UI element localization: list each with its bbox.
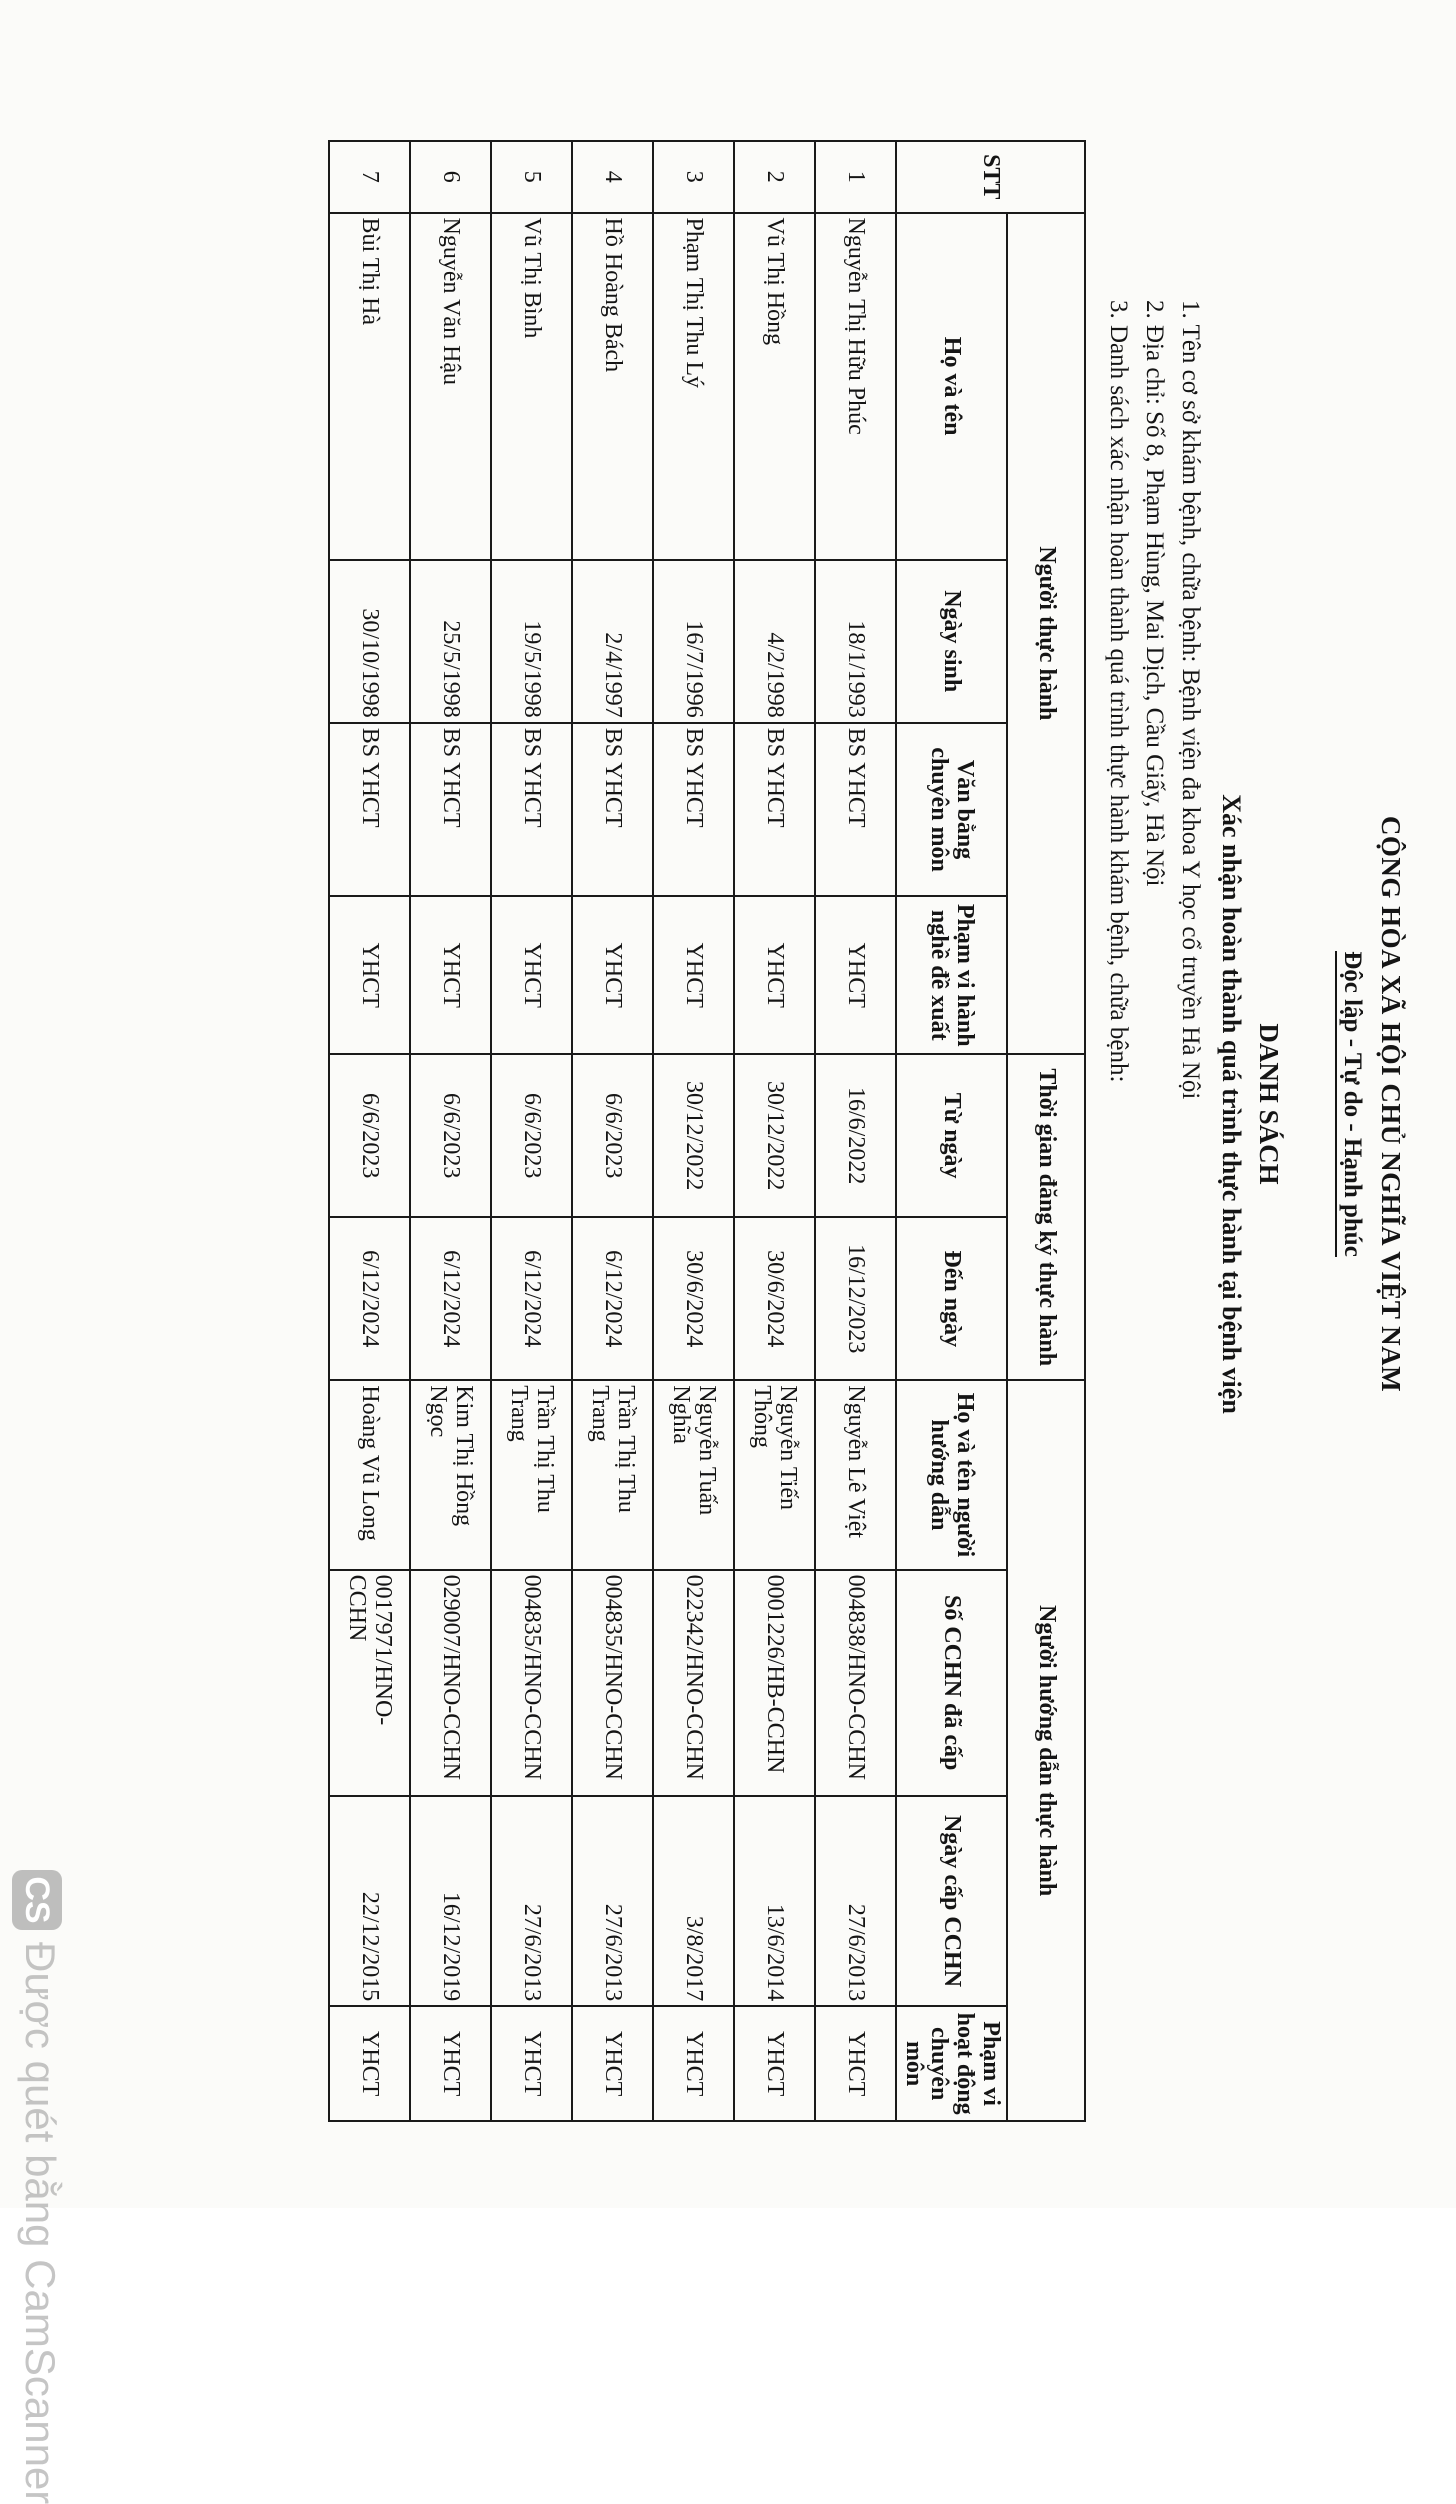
cell-cert-no: 004838/HNO-CCHN bbox=[815, 1570, 896, 1796]
cell-dob: 16/7/1996 bbox=[653, 560, 734, 723]
cell-name: Vũ Thị Hồng bbox=[734, 213, 815, 560]
cell-cert-no: 004835/HNO-CCHN bbox=[491, 1570, 572, 1796]
header-name: Họ và tên bbox=[896, 213, 1007, 560]
header-cert-date: Ngày cấp CCHN bbox=[896, 1796, 1007, 2006]
header-scope: Phạm vi hành nghề đề xuất bbox=[896, 896, 1007, 1054]
cell-name: Bùi Thị Hà bbox=[329, 213, 410, 560]
cell-sup-name: Kim Thị Hồng Ngọc bbox=[410, 1380, 491, 1569]
cell-sup-scope: YHCT bbox=[410, 2006, 491, 2121]
cell-scope: YHCT bbox=[815, 896, 896, 1054]
cell-sup-name: Trần Thị Thu Trang bbox=[491, 1380, 572, 1569]
cell-cert-no: 022342/HNO-CCHN bbox=[653, 1570, 734, 1796]
cell-to: 16/12/2023 bbox=[815, 1217, 896, 1380]
cell-degree: BS YHCT bbox=[653, 723, 734, 897]
cell-cert-no: 0017971/HNO-CCHN bbox=[329, 1570, 410, 1796]
cell-from: 6/6/2023 bbox=[410, 1054, 491, 1217]
cell-scope: YHCT bbox=[491, 896, 572, 1054]
cell-stt: 4 bbox=[572, 141, 653, 213]
info-address: 2. Địa chỉ: Số 8, Phạm Hùng, Mai Dịch, Cầu Giấy, Hà Nội bbox=[1141, 300, 1168, 887]
table-row bbox=[572, 141, 653, 2121]
cell-sup-name: Nguyễn Tuấn Nghĩa bbox=[653, 1380, 734, 1569]
cell-to: 30/6/2024 bbox=[734, 1217, 815, 1380]
header-dob: Ngày sinh bbox=[896, 560, 1007, 723]
cell-dob: 4/2/1998 bbox=[734, 560, 815, 723]
document-title: DANH SÁCH bbox=[1254, 1023, 1284, 1185]
camscanner-watermark bbox=[12, 1870, 64, 2504]
cell-from: 6/6/2023 bbox=[329, 1054, 410, 1217]
cell-sup-scope: YHCT bbox=[653, 2006, 734, 2121]
cell-from: 16/6/2022 bbox=[815, 1054, 896, 1217]
document-subtitle: Xác nhận hoàn thành quá trình thực hành tại bệnh viện bbox=[1217, 794, 1246, 1414]
cell-degree: BS YHCT bbox=[491, 723, 572, 897]
header-sup-name: Họ và tên người hướng dẫn bbox=[896, 1380, 1007, 1569]
cell-to: 6/12/2024 bbox=[410, 1217, 491, 1380]
cell-dob: 30/10/1998 bbox=[329, 560, 410, 723]
header-to: Đến ngày bbox=[896, 1217, 1007, 1380]
cell-cert-date: 27/6/2013 bbox=[815, 1796, 896, 2006]
cell-stt: 2 bbox=[734, 141, 815, 213]
cell-degree: BS YHCT bbox=[329, 723, 410, 897]
watermark-text: Được quét bằng CamScanner bbox=[17, 1942, 64, 2504]
cell-from: 30/12/2022 bbox=[653, 1054, 734, 1217]
header-stt: STT bbox=[896, 141, 1085, 213]
cell-sup-scope: YHCT bbox=[734, 2006, 815, 2121]
cell-from: 6/6/2023 bbox=[491, 1054, 572, 1217]
cell-degree: BS YHCT bbox=[734, 723, 815, 897]
cell-stt: 5 bbox=[491, 141, 572, 213]
cell-sup-name: Trần Thị Thu Trang bbox=[572, 1380, 653, 1569]
cell-sup-name: Nguyễn Lê Việt bbox=[815, 1380, 896, 1569]
header-cert-no: Số CCHN đã cấp bbox=[896, 1570, 1007, 1796]
cell-to: 6/12/2024 bbox=[491, 1217, 572, 1380]
cell-stt: 7 bbox=[329, 141, 410, 213]
cell-dob: 18/1/1993 bbox=[815, 560, 896, 723]
info-list-caption: 3. Danh sách xác nhận hoàn thành quá trình thực hành khám bệnh, chữa bệnh: bbox=[1105, 300, 1132, 1083]
header-supervisor: Người hướng dẫn thực hành bbox=[1007, 1380, 1085, 2121]
cell-scope: YHCT bbox=[410, 896, 491, 1054]
cell-degree: BS YHCT bbox=[815, 723, 896, 897]
cell-sup-scope: YHCT bbox=[491, 2006, 572, 2121]
cell-dob: 19/5/1998 bbox=[491, 560, 572, 723]
cell-dob: 25/5/1998 bbox=[410, 560, 491, 723]
cell-cert-date: 3/8/2017 bbox=[653, 1796, 734, 2006]
cell-stt: 1 bbox=[815, 141, 896, 213]
practitioner-table bbox=[328, 140, 1086, 2122]
cell-cert-no: 004835/HNO-CCHN bbox=[572, 1570, 653, 1796]
table-row bbox=[329, 141, 410, 2121]
motto bbox=[1338, 0, 1366, 2208]
country-heading: CỘNG HÒA XÃ HỘI CHỦ NGHĨA VIỆT NAM bbox=[1376, 815, 1406, 1393]
cell-sup-name: Nguyễn Tiến Thông bbox=[734, 1380, 815, 1569]
cell-cert-date: 27/6/2013 bbox=[491, 1796, 572, 2006]
cell-scope: YHCT bbox=[734, 896, 815, 1054]
cell-from: 30/12/2022 bbox=[734, 1054, 815, 1217]
cell-to: 30/6/2024 bbox=[653, 1217, 734, 1380]
cell-from: 6/6/2023 bbox=[572, 1054, 653, 1217]
table-row bbox=[815, 141, 896, 2121]
cell-cert-date: 16/12/2019 bbox=[410, 1796, 491, 2006]
table-row bbox=[410, 141, 491, 2121]
cell-cert-date: 27/6/2013 bbox=[572, 1796, 653, 2006]
cell-name: Nguyễn Văn Hậu bbox=[410, 213, 491, 560]
table-row bbox=[491, 141, 572, 2121]
cell-cert-date: 22/12/2015 bbox=[329, 1796, 410, 2006]
cell-stt: 3 bbox=[653, 141, 734, 213]
cell-sup-scope: YHCT bbox=[572, 2006, 653, 2121]
table-row bbox=[653, 141, 734, 2121]
camscanner-logo-icon: CS bbox=[12, 1870, 62, 1930]
cell-name: Phạm Thị Thu Lý bbox=[653, 213, 734, 560]
cell-cert-no: 0001226/HB-CCHN bbox=[734, 1570, 815, 1796]
info-facility: 1. Tên cơ sở khám bệnh, chữa bệnh: Bệnh viện đa khoa Y học cổ truyền Hà Nội bbox=[1177, 300, 1204, 1100]
cell-to: 6/12/2024 bbox=[572, 1217, 653, 1380]
cell-name: Hồ Hoàng Bách bbox=[572, 213, 653, 560]
cell-stt: 6 bbox=[410, 141, 491, 213]
cell-scope: YHCT bbox=[572, 896, 653, 1054]
cell-sup-name: Hoàng Vũ Long bbox=[329, 1380, 410, 1569]
table-row bbox=[734, 141, 815, 2121]
cell-cert-no: 029007/HNO-CCHN bbox=[410, 1570, 491, 1796]
cell-degree: BS YHCT bbox=[410, 723, 491, 897]
cell-sup-scope: YHCT bbox=[329, 2006, 410, 2121]
cell-name: Vũ Thị Bình bbox=[491, 213, 572, 560]
cell-degree: BS YHCT bbox=[572, 723, 653, 897]
header-period: Thời gian đăng ký thực hành bbox=[1007, 1054, 1085, 1380]
header-practitioner: Người thực hành bbox=[1007, 213, 1085, 1055]
motto-text: Độc lập - Tự do - Hạnh phúc bbox=[1335, 951, 1366, 1257]
cell-scope: YHCT bbox=[329, 896, 410, 1054]
cell-sup-scope: YHCT bbox=[815, 2006, 896, 2121]
cell-to: 6/12/2024 bbox=[329, 1217, 410, 1380]
header-from: Từ ngày bbox=[896, 1054, 1007, 1217]
cell-dob: 2/4/1997 bbox=[572, 560, 653, 723]
header-sup-scope: Phạm vi hoạt động chuyên môn bbox=[896, 2006, 1007, 2121]
cell-cert-date: 13/6/2014 bbox=[734, 1796, 815, 2006]
cell-scope: YHCT bbox=[653, 896, 734, 1054]
cell-name: Nguyễn Thị Hữu Phúc bbox=[815, 213, 896, 560]
header-degree: Văn bằng chuyên môn bbox=[896, 723, 1007, 897]
